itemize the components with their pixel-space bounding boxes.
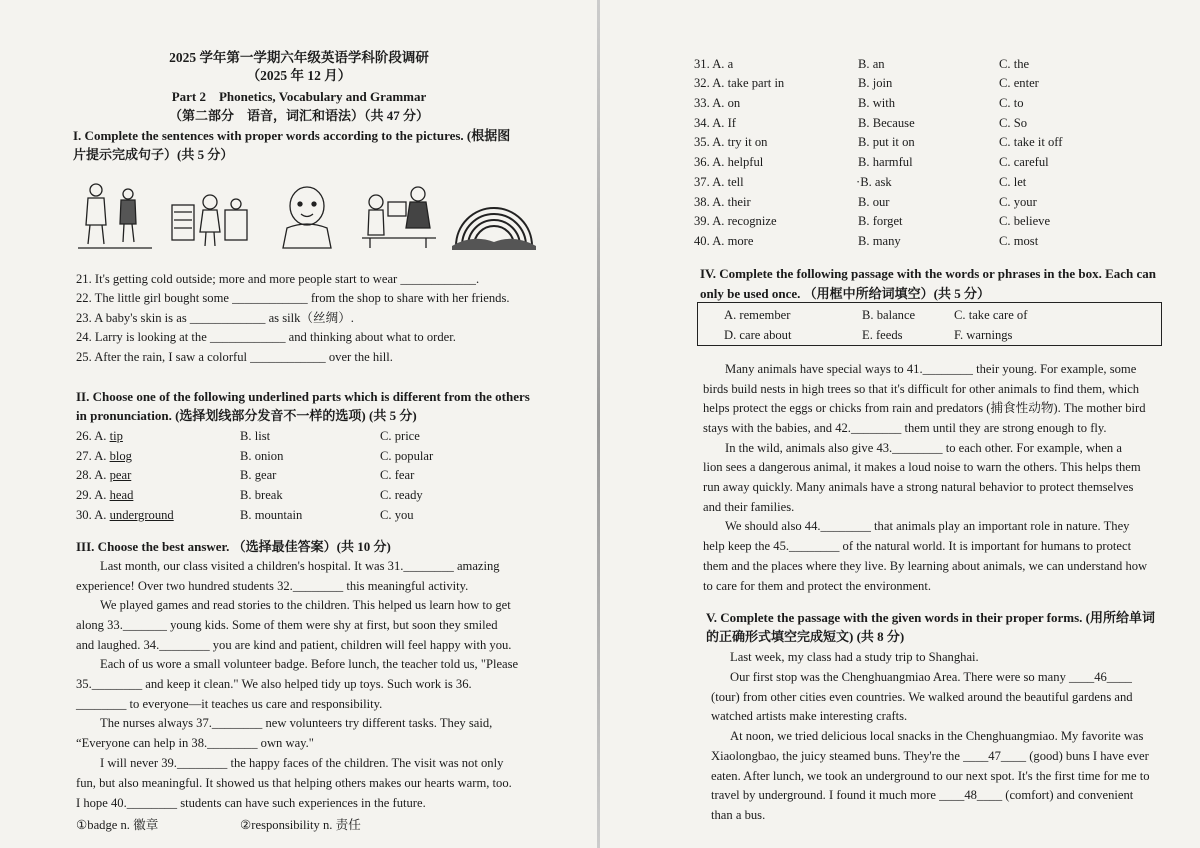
section-4-title: IV. Complete the following passage with the words or phrases in the box. Each can — [700, 266, 1156, 281]
passage-line: Our first stop was the Chenghuangmiao Area. There were so many ____46____ — [730, 670, 1132, 684]
passage-line: eaten. After lunch, we took an underground to our next spot. It's the first time for me to — [711, 769, 1150, 783]
passage-line: stays with the babies, and 42.________ them until they are strong enough to fly. — [703, 421, 1107, 435]
q28-a: 28. A. pear — [76, 468, 132, 482]
passage-line: lion sees a dangerous animal, it makes a loud noise to warn the others. This helps them — [703, 460, 1141, 474]
box-option-a: A. remember — [724, 308, 791, 322]
box-option-d: D. care about — [724, 328, 792, 342]
question-21: 21. It's getting cold outside; more and more people start to wear ____________. — [76, 272, 480, 286]
q27-a: 27. A. blog — [76, 449, 132, 463]
q26-a: 26. A. tip — [76, 429, 123, 443]
section-2-title-cont: in pronunciation. (选择划线部分发音不一样的选项) (共 5 分) — [76, 408, 417, 423]
passage-line: Xiaolongbao, the juicy steamed buns. They're the ____47____ (good) buns I have ever — [711, 749, 1149, 763]
passage-line: experience! Over two hundred students 32.________ this meaningful activity. — [76, 579, 469, 593]
section-1-title-cont: 片提示完成句子）(共 5 分） — [73, 147, 234, 162]
box-option-f: F. warnings — [954, 328, 1013, 342]
option-32-a: 32. A. take part in — [694, 76, 785, 90]
exam-title: 2025 学年第一学期六年级英语学科阶段调研 — [169, 50, 429, 65]
option-31-b: B. an — [858, 57, 885, 71]
passage-line: Many animals have special ways to 41.________ their young. For example, some — [725, 362, 1137, 376]
option-34-a: 34. A. If — [694, 116, 736, 130]
passage-line: watched artists make interesting crafts. — [711, 709, 908, 723]
q27-c: C. popular — [380, 449, 434, 463]
passage-line: travel by underground. I found it much more ____48____ (comfort) and convenient — [711, 788, 1134, 802]
passage-line: birds build nests in high trees so that it's difficult for other animals to find them, which — [703, 382, 1140, 396]
section-2-title: II. Choose one of the following underlined parts which is different from the others — [76, 389, 530, 404]
picture-menu-icon — [360, 180, 438, 250]
option-33-c: C. to — [999, 96, 1024, 110]
q30-a: 30. A. underground — [76, 508, 174, 522]
option-40-c: C. most — [999, 234, 1039, 248]
q27-b: B. onion — [240, 449, 284, 463]
picture-shop-icon — [170, 180, 250, 250]
picture-rainbow-icon — [452, 180, 536, 250]
option-32-c: C. enter — [999, 76, 1039, 90]
q26-c: C. price — [380, 429, 420, 443]
part-title: Part 2 Phonetics, Vocabulary and Grammar — [171, 89, 427, 104]
option-31-c: C. the — [999, 57, 1030, 71]
passage-line: ________ to everyone—it teaches us care and responsibility. — [76, 697, 383, 711]
passage-line: “Everyone can help in 38.________ own way." — [76, 736, 314, 750]
option-39-c: C. believe — [999, 214, 1051, 228]
picture-coat-icon — [76, 180, 154, 250]
option-38-a: 38. A. their — [694, 195, 751, 209]
section-5-title: V. Complete the passage with the given words in their proper forms. (用所给单词 — [706, 610, 1155, 625]
part-title-cn: （第二部分 语音，词汇和语法）（共 47 分） — [168, 108, 429, 123]
option-33-b: B. with — [858, 96, 896, 110]
passage-line: Last week, my class had a study trip to Shanghai. — [730, 650, 979, 664]
option-39-a: 39. A. recognize — [694, 214, 777, 228]
option-37-c: C. let — [999, 175, 1027, 189]
option-40-a: 40. A. more — [694, 234, 754, 248]
passage-line: Last month, our class visited a children's hospital. It was 31.________ amazing — [100, 559, 500, 573]
passage-line: In the wild, animals also give 43.________ to each other. For example, when a — [725, 441, 1122, 455]
q29-b: B. break — [240, 488, 283, 502]
question-24: 24. Larry is looking at the ____________ and thinking about what to order. — [76, 330, 456, 344]
passage-line: Each of us wore a small volunteer badge. Before lunch, the teacher told us, "Please — [100, 657, 519, 671]
option-32-b: B. join — [858, 76, 893, 90]
passage-line: We should also 44.________ that animals play an important role in nature. They — [725, 519, 1130, 533]
passage-line: and their families. — [703, 500, 795, 514]
q29-a: 29. A. head — [76, 488, 134, 502]
passage-line: them and the places where they live. By learning about animals, we can understand how — [703, 559, 1148, 573]
passage-line: fun, but also meaningful. It showed us that helping others makes our hearts warm, too. — [76, 776, 512, 790]
question-25: 25. After the rain, I saw a colorful ____________ over the hill. — [76, 350, 393, 364]
passage-line: We played games and read stories to the children. This helped us learn how to get — [100, 598, 511, 612]
passage-line: I hope 40.________ students can have such experiences in the future. — [76, 796, 426, 810]
option-37-b: ·B. ask — [856, 175, 892, 189]
box-option-c: C. take care of — [954, 308, 1028, 322]
q30-b: B. mountain — [240, 508, 303, 522]
option-38-c: C. your — [999, 195, 1037, 209]
left-page — [0, 0, 598, 848]
exam-date: （2025 年 12 月） — [246, 68, 352, 83]
option-34-b: B. Because — [858, 116, 915, 130]
q26-b: B. list — [240, 429, 271, 443]
option-31-a: 31. A. a — [694, 57, 734, 71]
q28-c: C. fear — [380, 468, 415, 482]
option-36-c: C. careful — [999, 155, 1049, 169]
passage-line: help keep the 45.________ of the natural world. It is important for humans to protect — [703, 539, 1132, 553]
passage-line: than a bus. — [711, 808, 766, 822]
option-35-b: B. put it on — [858, 135, 915, 149]
section-5-title-cont: 的正确形式填空完成短文) (共 8 分) — [706, 629, 905, 644]
option-33-a: 33. A. on — [694, 96, 741, 110]
section-1-title: I. Complete the sentences with proper words according to the pictures. (根据图 — [73, 128, 511, 143]
box-option-e: E. feeds — [862, 328, 903, 342]
passage-line: to care for them and protect the environment. — [703, 579, 931, 593]
section-4-title-cont: only be used once. （用框中所给词填空）(共 5 分） — [700, 286, 990, 301]
box-option-b: B. balance — [862, 308, 916, 322]
section-3-title: III. Choose the best answer. （选择最佳答案）(共 10 分) — [76, 539, 391, 554]
picture-baby-icon — [275, 180, 340, 250]
option-35-c: C. take it off — [999, 135, 1063, 149]
option-39-b: B. forget — [858, 214, 903, 228]
question-22: 22. The little girl bought some ____________ from the shop to share with her friends. — [76, 291, 510, 305]
footnote-responsibility: ②responsibility n. 责任 — [240, 818, 361, 832]
footnote-badge: ①badge n. 徽章 — [76, 818, 159, 832]
passage-line: (tour) from other cities even countries. We walked around the beautiful gardens and — [711, 690, 1133, 704]
option-36-b: B. harmful — [858, 155, 913, 169]
option-35-a: 35. A. try it on — [694, 135, 768, 149]
passage-line: 35.________ and keep it clean." We also helped tidy up toys. Such work is 36. — [76, 677, 472, 691]
question-23: 23. A baby's skin is as ____________ as silk（丝绸）. — [76, 311, 354, 325]
option-38-b: B. our — [858, 195, 890, 209]
passage-line: I will never 39.________ the happy faces of the children. The visit was not only — [100, 756, 504, 770]
q30-c: C. you — [380, 508, 414, 522]
passage-line: At noon, we tried delicious local snacks in the Chenghuangmiao. My favorite was — [730, 729, 1144, 743]
option-36-a: 36. A. helpful — [694, 155, 764, 169]
option-40-b: B. many — [858, 234, 901, 248]
q28-b: B. gear — [240, 468, 277, 482]
passage-line: helps protect the eggs or chicks from rain and predators (捕食性动物). The mother bird — [703, 401, 1146, 415]
option-34-c: C. So — [999, 116, 1027, 130]
passage-line: run away quickly. Many animals have a strong natural behavior to protect themselves — [703, 480, 1134, 494]
passage-line: The nurses always 37.________ new volunteers try different tasks. They said, — [100, 716, 493, 730]
q29-c: C. ready — [380, 488, 423, 502]
passage-line: along 33._______ young kids. Some of them were shy at first, but soon they smiled — [76, 618, 498, 632]
passage-line: and laughed. 34.________ you are kind and patient, children will feel happy with you. — [76, 638, 512, 652]
option-37-a: 37. A. tell — [694, 175, 744, 189]
